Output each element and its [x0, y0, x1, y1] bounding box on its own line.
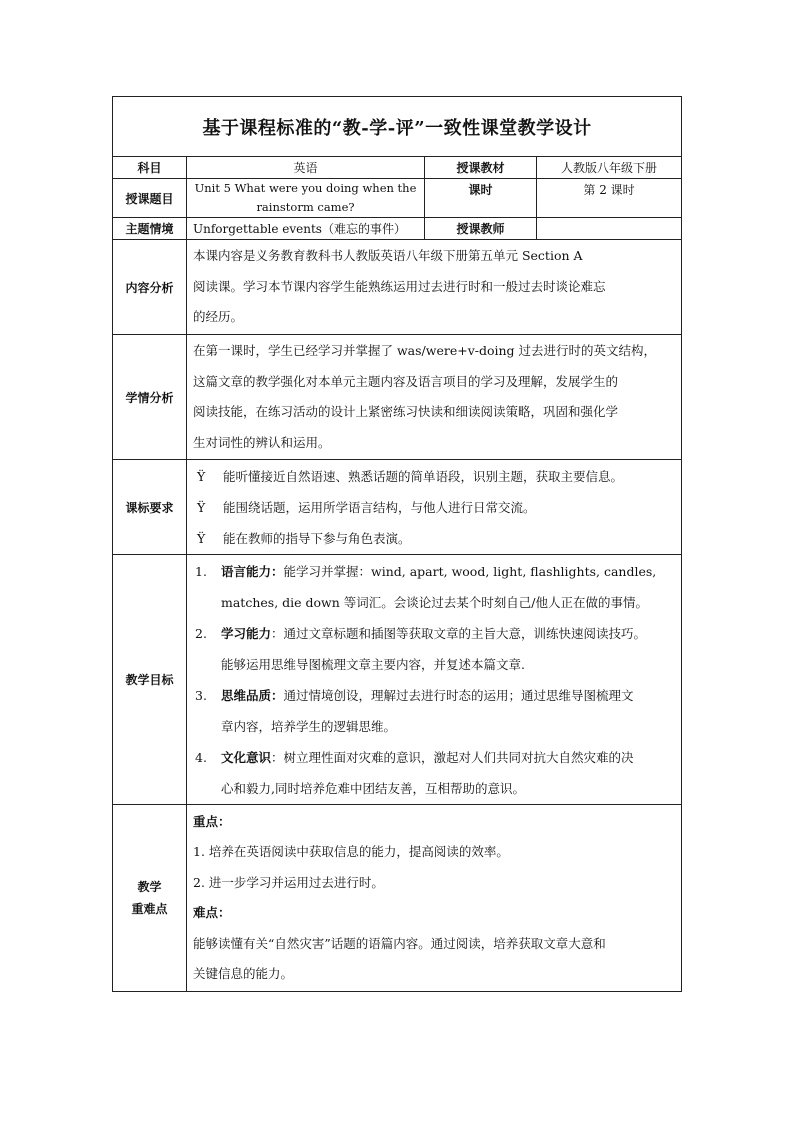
list-item: 1. 培养在英语阅读中获取信息的能力，提高阅读的效率。 — [193, 844, 509, 859]
topic-label: 授课题目 — [113, 179, 187, 218]
theme-value: Unforgettable events（难忘的事件） — [187, 218, 425, 240]
student-analysis-text — [187, 335, 682, 460]
list-item: 2. 学习能力：通过文章标题和插图等获取文章的主旨大意，训练快速阅读技巧。 — [195, 625, 647, 641]
list-item: Ÿ 能听懂接近自然语速、熟悉话题的简单语段，识别主题，获取主要信息。 — [193, 461, 675, 492]
list-item: 3. 思维品质：通过情境创设，理解过去进行时态的运用；通过思维导图梳理文 — [195, 687, 634, 703]
key-points-text — [187, 805, 682, 992]
student-analysis-label: 学情分析 — [113, 335, 187, 460]
bullet-mark: Ÿ — [197, 468, 206, 484]
goals-label: 教学目标 — [113, 555, 187, 805]
list-item: 1. 语言能力：能学习并掌握：wind, apart, wood, light, flashlights, candles, — [195, 563, 657, 579]
text-line: 在第一课时，学生已经学习并掌握了 was/were+v-doing 过去进行时的英文结构， — [193, 343, 657, 358]
theme-label: 主题情境 — [113, 218, 187, 240]
text-line: 阅读技能，在练习活动的设计上紧密练习快读和细读阅读策略，巩固和强化学 — [193, 404, 619, 419]
standards-label: 课标要求 — [113, 460, 187, 555]
subject-value: 英语 — [187, 157, 425, 179]
list-item-continued: 能够运用思维导图梳理文章主要内容，并复述本篇文章. — [221, 656, 525, 672]
text-line: 关键信息的能力。 — [193, 966, 294, 981]
content-analysis-text — [187, 240, 682, 335]
material-value: 人教版八年级下册 — [537, 157, 682, 179]
list-item-continued: matches, die down 等词汇。会谈论过去某个时刻自己/他人正在做的事情。 — [221, 594, 648, 610]
text-line: 的经历。 — [193, 309, 244, 325]
teacher-value — [537, 218, 682, 240]
bullet-mark: Ÿ — [197, 530, 206, 546]
text-line: 生对词性的辨认和运用。 — [193, 434, 331, 450]
lesson-design-table — [112, 96, 682, 992]
text-line: 这篇文章的教学强化对本单元主题内容及语言项目的学习及理解，发展学生的 — [193, 373, 619, 389]
period-label: 课时 — [425, 179, 537, 218]
key-points-label: 教学 重难点 — [113, 805, 187, 992]
text-line: 本课内容是义务教育教科书人教版英语八年级下册第五单元 Section A — [193, 248, 583, 264]
subject-label: 科目 — [113, 157, 187, 179]
material-label: 授课教材 — [425, 157, 537, 179]
list-item: Ÿ 能在教师的指导下参与角色表演。 — [193, 523, 675, 554]
topic-value: Unit 5 What were you doing when the rainstorm came? — [187, 179, 425, 218]
list-item-continued: 章内容，培养学生的逻辑思维。 — [221, 718, 397, 734]
standards-list — [187, 460, 682, 555]
goals-list — [187, 555, 682, 805]
list-item-continued: 心和毅力,同时培养危难中团结友善，互相帮助的意识。 — [221, 780, 525, 796]
bullet-mark: Ÿ — [197, 499, 206, 515]
list-item: 4. 文化意识：树立理性面对灾难的意识，激起对人们共同对抗大自然灾难的决 — [195, 749, 634, 765]
difficulty-heading: 难点： — [193, 905, 231, 920]
list-item: 2. 进一步学习并运用过去进行时。 — [193, 874, 384, 890]
list-item: Ÿ 能围绕话题，运用所学语言结构，与他人进行日常交流。 — [193, 492, 675, 523]
text-line: 阅读课。学习本节课内容学生能熟练运用过去进行时和一般过去时谈论难忘 — [193, 278, 606, 294]
content-analysis-label: 内容分析 — [113, 240, 187, 335]
teacher-label: 授课教师 — [425, 218, 537, 240]
period-value: 第 2 课时 — [537, 179, 682, 218]
key-heading: 重点： — [193, 813, 231, 829]
text-line: 能够读懂有关“自然灾害”话题的语篇内容。通过阅读，培养获取文章大意和 — [193, 935, 606, 951]
document-title: 基于课程标准的“教-学-评”一致性课堂教学设计 — [113, 97, 682, 157]
